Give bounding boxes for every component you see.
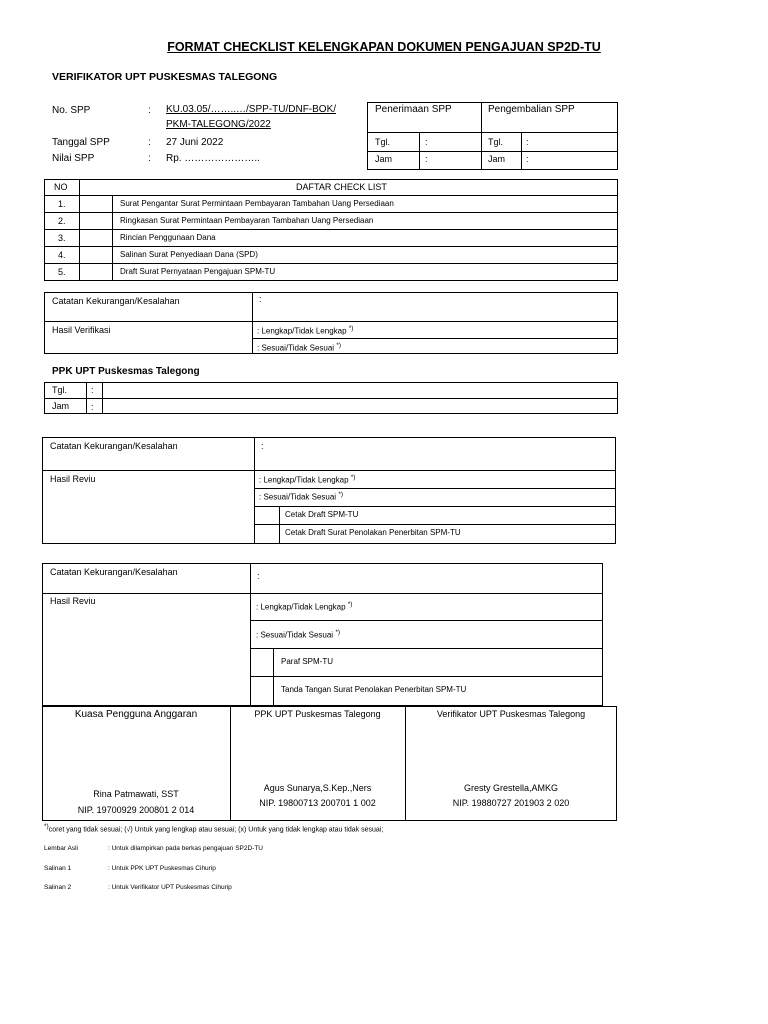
review1-check-cetak-draft: Cetak Draft SPM-TU bbox=[285, 510, 359, 519]
signature-nip: NIP. 19800713 200701 1 002 bbox=[259, 798, 376, 808]
no-spp-value-1: KU.03.05/……..…/SPP-TU/DNF-BOK/ bbox=[166, 104, 337, 115]
penerimaan-jam-colon: : bbox=[425, 154, 428, 164]
penerimaan-header: Penerimaan SPP bbox=[375, 104, 452, 115]
no-spp-value-2: PKM-TALEGONG/2022 bbox=[166, 119, 271, 130]
verif-option-lengkap bbox=[257, 325, 353, 336]
checklist-row-no: 1. bbox=[58, 199, 66, 209]
review1-option-sesuai bbox=[259, 491, 343, 502]
review2-option-sesuai-text: : Sesuai/Tidak Sesuai bbox=[256, 630, 336, 640]
ppk-tgl-colon: : bbox=[91, 385, 94, 395]
verif-option-sesuai-text: : Sesuai/Tidak Sesuai bbox=[257, 343, 337, 353]
signature-name: Agus Sunarya,S.Kep.,Ners bbox=[263, 783, 372, 793]
review1-option-lengkap bbox=[259, 474, 355, 485]
tanggal-spp-value: 27 Juni 2022 bbox=[166, 137, 224, 148]
signature-nip: NIP. 19700929 200801 2 014 bbox=[77, 805, 195, 815]
signature-role: Kuasa Pengguna Anggaran bbox=[74, 709, 198, 720]
review1-catatan-label: Catatan Kekurangan/Kesalahan bbox=[50, 441, 178, 451]
checklist-row-no: 4. bbox=[58, 250, 66, 260]
checklist-row-no: 2. bbox=[58, 216, 66, 226]
nilai-spp-label: Nilai SPP bbox=[52, 153, 95, 164]
review1-check-cetak-penolakan: Cetak Draft Surat Penolakan Penerbitan SPM-TU bbox=[285, 528, 461, 537]
copy-value: : Untuk PPK UPT Puskesmas Cihurip bbox=[108, 865, 216, 872]
signature-name: Rina Patmawati, SST bbox=[93, 789, 179, 799]
footnote bbox=[44, 823, 383, 833]
penerimaan-tgl-colon: : bbox=[425, 137, 428, 147]
tanggal-spp-label: Tanggal SPP bbox=[52, 137, 110, 148]
copy-label: Salinan 2 bbox=[44, 884, 72, 891]
footnote-marker: *) bbox=[338, 491, 344, 498]
footnote-marker: *) bbox=[348, 325, 354, 332]
ppk-jam-colon: : bbox=[91, 402, 94, 412]
review1-hasil-label: Hasil Reviu bbox=[50, 474, 96, 484]
nilai-spp-colon: : bbox=[148, 153, 151, 164]
footnote-marker: *) bbox=[335, 629, 341, 636]
no-spp-label: No. SPP bbox=[52, 105, 91, 116]
review2-check-tanda-tangan: Tanda Tangan Surat Penolakan Penerbitan SPM-TU bbox=[281, 685, 467, 694]
footnote-marker: *) bbox=[350, 474, 356, 481]
review2-catatan-value: : bbox=[257, 571, 260, 581]
penerimaan-tgl-label: Tgl. bbox=[375, 137, 391, 147]
ppk-heading: PPK UPT Puskesmas Talegong bbox=[52, 366, 200, 377]
checklist-row-text: Salinan Surat Penyediaan Dana (SPD) bbox=[120, 250, 258, 259]
pengembalian-jam-label: Jam bbox=[488, 154, 506, 164]
review1-catatan-value: : bbox=[261, 441, 264, 451]
review2-check-paraf: Paraf SPM-TU bbox=[281, 657, 334, 666]
checklist-row-text: Ringkasan Surat Permintaan Pembayaran Tambahan Uang Persediaan bbox=[120, 216, 374, 225]
checklist-title-header: DAFTAR CHECK LIST bbox=[296, 182, 387, 192]
signature-nip: NIP. 19880727 201903 2 020 bbox=[452, 798, 570, 808]
checklist-no-header: NO bbox=[54, 182, 68, 192]
copy-label: Lembar Asli bbox=[44, 845, 78, 852]
document-title: FORMAT CHECKLIST KELENGKAPAN DOKUMEN PENGAJUAN SP2D-TU bbox=[167, 40, 601, 54]
checklist-row-no: 3. bbox=[58, 233, 66, 243]
footnote-marker: *) bbox=[44, 823, 49, 830]
signature-name: Gresty Grestella,AMKG bbox=[463, 783, 559, 793]
pengembalian-tgl-colon: : bbox=[526, 137, 529, 147]
pengembalian-header: Pengembalian SPP bbox=[488, 104, 575, 115]
review2-hasil-label: Hasil Reviu bbox=[50, 596, 96, 606]
review2-option-lengkap-text: : Lengkap/Tidak Lengkap bbox=[256, 602, 348, 612]
signature-role: PPK UPT Puskesmas Talegong bbox=[254, 709, 381, 719]
verif-option-lengkap-text: : Lengkap/Tidak Lengkap bbox=[257, 326, 349, 336]
footnote-text: coret yang tidak sesuai; (√) Untuk yang lengkap atau sesuai; (x) Untuk yang tidak lengkap atau tidak sesuai; bbox=[48, 826, 384, 834]
verif-hasil-label: Hasil Verifikasi bbox=[52, 325, 111, 335]
tanggal-spp-colon: : bbox=[148, 137, 151, 148]
review1-option-lengkap-text: : Lengkap/Tidak Lengkap bbox=[259, 475, 351, 485]
ppk-jam-label: Jam bbox=[52, 401, 70, 411]
verifikator-heading: VERIFIKATOR UPT PUSKESMAS TALEGONG bbox=[52, 71, 278, 83]
verif-catatan-label: Catatan Kekurangan/Kesalahan bbox=[52, 296, 180, 306]
review2-catatan-label: Catatan Kekurangan/Kesalahan bbox=[50, 567, 178, 577]
checklist-row-text: Draft Surat Pernyataan Pengajuan SPM-TU bbox=[120, 267, 276, 276]
footnote-marker: *) bbox=[336, 342, 342, 349]
checklist-row-text: Rincian Penggunaan Dana bbox=[120, 233, 216, 242]
verif-option-sesuai bbox=[257, 342, 341, 353]
copy-value: : Untuk dilampirkan pada berkas pengajuan SP2D-TU bbox=[108, 845, 264, 852]
review1-option-sesuai-text: : Sesuai/Tidak Sesuai bbox=[259, 492, 339, 502]
review2-option-lengkap bbox=[256, 601, 352, 612]
copy-label: Salinan 1 bbox=[44, 865, 72, 872]
checklist-row-text: Surat Pengantar Surat Permintaan Pembayaran Tambahan Uang Persediaan bbox=[120, 199, 394, 208]
nilai-spp-value: Rp. ………………….. bbox=[166, 153, 260, 164]
checklist-row-no: 5. bbox=[58, 267, 66, 277]
verif-catatan-value: : bbox=[259, 294, 262, 304]
pengembalian-tgl-label: Tgl. bbox=[488, 137, 504, 147]
footnote-marker: *) bbox=[347, 601, 353, 608]
ppk-tgl-label: Tgl. bbox=[52, 385, 68, 395]
signature-role: Verifikator UPT Puskesmas Talegong bbox=[436, 709, 586, 719]
no-spp-colon: : bbox=[148, 105, 151, 116]
copy-value: : Untuk Verifikator UPT Puskesmas Cihurip bbox=[108, 884, 232, 891]
penerimaan-jam-label: Jam bbox=[375, 154, 393, 164]
pengembalian-jam-colon: : bbox=[526, 154, 529, 164]
review2-option-sesuai bbox=[256, 629, 340, 640]
